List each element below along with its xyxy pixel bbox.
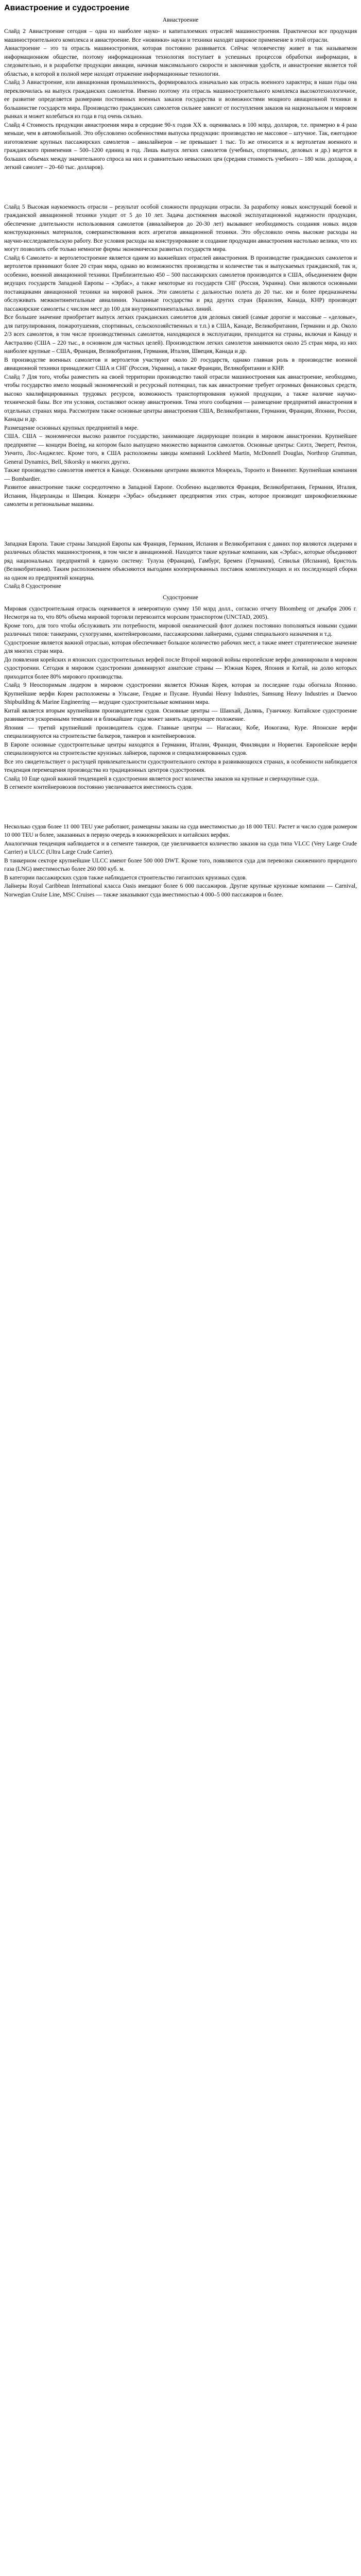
paragraph: Слайд 6 Самолето- и вертолетостроение является одним из важнейших отраслей авиастроения. В производстве гражданских самолетов и вертолетов принимают более 20 стран мира, однако во возможностях производства и количестве так и выпускаемых гражданской, так и, особенно, военной авиационной техники. Приблизительно 450 – 500 пассажирских самолетов производится в США, объединением фирм ведущих государств Западной Европы – «Эрбас», а также некоторые из государств СНГ (Россия, Украина). Они являются основными поставщиками авиационной техники на мировой рынок. Эти самолеты с дальностью полета до 20 тыс. км и более предназначены обслуживать межконтинентальные авиалинии. Указанные государства и ряд других стран (Бразилия, Канада, КНР) производят пассажирские самолеты с числом мест до 100 для внутриконтинентальных линий.: [4, 255, 357, 312]
paragraph: Слайд 8 Судостроение: [4, 583, 61, 589]
paragraph: Слайд 10 Еще одной важной тенденцией в судостроении является рост количества заказов на крупные и сверхкрупные суда.: [4, 775, 319, 782]
paragraph: Кроме того, для того чтобы обслуживать эти потребности, мировой океанический флот должен постоянно пополняться новыми судами различных типов: танкерами, сухогрузами, контейнеровозами, пассажирскими лайнерами, судами специального назначения и т.д.: [4, 622, 357, 637]
paragraph: Мировая судостроительная отрасль оценивается в невероятную сумму 150 млрд долл., согласно отчету Bloomberg от декабря 2006 г. Несмотря на то, что 80% объема мировой торговли перевозится морским транспортом (UNCTAD, 2005).: [4, 605, 357, 620]
paragraph: В сегменте контейнеровозов постоянно увеличивается вместимость судов.: [4, 784, 193, 790]
paragraph: В категории пассажирских судов также наблюдается строительство гигантских круизных судов.: [4, 874, 247, 881]
paragraph: США. США – экономически высоко развитое государство, занимающее лидирующие позиции в мировом авиастроении. Крупнейшее предприятие — концерн Boeing, на котором было выпущено множество вариантов самолетов. Основные центры: Сиэтл, Эверетт, Рентон, Уичито, Лос-Анджелес. Кроме того, в США расположены заводы компаний Lockheed Martin, McDonnell Douglas, Northrop Grumman, General Dynamics, Bell, Sikorsky и многих других.: [4, 433, 357, 465]
section-heading: Авиастроение: [162, 17, 199, 23]
section-western-europe: [4, 540, 357, 591]
paragraph: Развитое авиастроение также сосредоточено в Западной Европе. Особенно выделяются Франция, Великобритания, Германия, Италия, Испания, Нидерланды и Швеция. Концерн «Эрбас» объединяет предприятия этих стран, которое производит широкофюзеляжные самолеты и региональные машины.: [4, 484, 357, 507]
section-aviation-continued: [4, 203, 357, 509]
paragraph: Размещение основных крупных предприятий в мире.: [4, 425, 139, 431]
paragraph: Слайд 5 Высокая наукоемкость отрасли – результат особой сложности продукции отрасли. За разработку новых конструкций боевой и гражданской авиационной техники уходит от 5 до 10 лет. Задача достижения высокой эксплуатационной надежности продукции, обеспечение длительности использования самолетов (авиалайнеров до 20-30 лет) вызывают необходимость создания новых видов конструкционных материалов, совершенствования всех агрегатов авиационной техники. Это обусловило очень высокие расходы на научно-исследовательскую работу. Все условия расходы на конструирование и создание продукции авиастроения настолько велики, что их могут позволить себе только немногие фирмы экономически развитых государств мира.: [4, 204, 357, 252]
paragraph: Судостроение является важной отраслью, которая обеспечивает большое количество рабочих мест, а также имеет стратегическое значение для многих стран мира.: [4, 639, 357, 654]
paragraph: Все это свидетельствует о растущей привлекательности судостроительного сектора в развивающихся странах, в особенности наблюдается тенденция перемещения производства из традиционных центров судостроения.: [4, 758, 357, 773]
paragraph: Китай является вторым крупнейшим производителем судов. Основные центры — Шанхай, Далянь, Гуанчжоу. Китайское судостроение развивается ускоренными темпами и в ближайшие годы может занять лидирующее положение.: [4, 707, 357, 722]
paragraph: Слайд 7 Для того, чтобы разместить на своей территории производство такой отрасли машиностроения как авиастроение, необходимо, чтобы государство имело мощный экономический и ресурсный потенциал, так как авиастроение требует огромных финансовых средств, высоко квалифицированных трудовых ресурсов, возможность транспортирования нужной продукции, а также наличие научно-технической базы. Все эти условия, составляют основу авиастроения. Тема этого сообщения — размещение предприятий авиастроения в отдельных странах мира. Рассмотрим также основные центры авиастроения США, Великобритании, Германии, Франции, Японии, России, Канады и др.: [4, 374, 357, 422]
section-aviation: [4, 16, 357, 172]
paragraph: Западная Европа. Такие страны Западной Европы как Франция, Германия, Испания и Великобритания с давних пор являются лидерами в различных областях машиностроения, в том числе в авиационной. Находятся такие крупные компании, как «Эрбас», которые объединяют ряд национальных предприятий в единую систему: Тулуза (Франция), Гамбург, Бремен (Германия), Севилья (Испания), Бристоль (Великобритания). Таким расположением объясняются выгодами кооперированных поставок комплектующих и их последующей сборки на одном из предприятий концерна.: [4, 540, 357, 581]
paragraph: Слайд 9 Неоспоримым лидером в мировом судостроении является Южная Корея, которая за последние годы обогнала Японию. Крупнейшие верфи Кореи расположены в Ульсане, Геодже и Пусане. Hyundai Heavy Industries, Samsung Heavy Industries и Daewoo Shipbuilding & Marine Engineering — ведущие судостроительные компании мира.: [4, 682, 357, 705]
section-heading: Судостроение: [163, 594, 198, 601]
section-shipbuilding: [4, 594, 357, 792]
paragraph: Япония — третий крупнейший производитель судов. Главные центры — Нагасаки, Кобе, Иокогама, Куре. Японские верфи специализируются на строительстве балкеров, танкеров и контейнеровозов.: [4, 724, 357, 739]
paragraph: Слайд 4 Стоимость продукции авиастроения мира в середине 90-х годов XX в. оценивалась в 100 млрд. долларов, т.е. примерно в 4 раза меньше, чем в автомобильной. Это обусловлено особенностями выпуска продукции: производство не массовое – штучное. Так, ежегодное изготовление крупных пассажирских самолетов – авиалайнеров – не превышает 1 тыс. То же относится и к вертолетам военного и гражданского применения – 500–1200 единиц в год. Лишь выпуск легких самолетов (учебных, спортивных, деловых и др.) ведется в больших объемах между значительного спроса на них и сравнительно невысоких цен (средняя стоимость учебного – 180 млн. долларов, а легкий самолет – 20–60 тыс. долларов).: [4, 122, 357, 171]
paragraph: В Европе основные судостроительные центры находятся в Германии, Италии, Франции, Финляндии и Норвегии. Европейские верфи специализируются на строительстве круизных лайнеров, паромов и специализированных судов.: [4, 741, 357, 756]
paragraph: Также производство самолетов имеется в Канаде. Основными центрами являются Монреаль, Торонто и Виннипег. Крупнейшая компания — Bombardier.: [4, 467, 357, 482]
paragraph: Авиастроение – это та отрасль машиностроения, которая постоянно развивается. Сейчас человечеству живет в так называемом информационном обществе, поэтому информационная технология поступает в успешных процессов обработки информации, в следовательно, и в разработке продукции авиации, начиная максимального скорости и закончивая удобств, и авиастроение является той областью, в которой в полной мере находят отражение информационные технологии.: [4, 45, 357, 77]
section-shipbuilding-continued: [4, 823, 357, 900]
paragraph: В производстве военных самолетов и вертолетов участвуют около 20 государств, однако главная роль в производстве военной авиационной техники принадлежит США и СНГ (Россия, Украина), а также Франции, Великобритании и КНР.: [4, 357, 357, 371]
paragraph: Лайнеры Royal Caribbean International класса Oasis вмещают более 6 000 пассажиров. Другие крупные круизные компании — Carnival, Norwegian Cruise Line, MSC Cruises — также заказывают суда вместимостью 4 000–5 000 пассажиров и более.: [4, 883, 357, 898]
paragraph: Слайд 3 Авиастроение, или авиационная промышленность, формировалось изначально как отрасль военного характера; в наши годы она переключилась на выпуск гражданских самолетов. Именно поэтому эта отрасль машиностроительного комплекса высокотехнологичное, ее развитие определяется размерами постоянных военных заказов государства и возможностями мощного авиационной техники в большинстве государств мира. Производство гражданских самолетов сильнее зависит от поступления заказов на национальном и мировом рынках и может колебаться из года в год очень сильно.: [4, 79, 357, 120]
paragraph: Слайд 2 Авиастроение сегодня – одна из наиболее науко- и капиталоемких отраслей машиностроения. Практически все продукция машиностроительного комплекса и авиастроение. Все «новинки» науки и техники находят широкое применение в этой отрасли.: [4, 28, 357, 43]
paragraph: Все большее значение приобретает выпуск легких гражданских самолетов для деловых связей (самые дорогие и массовые – «деловые», для патрулирования, пожаротушения, спортивных, сельскохозяйственных и т.п.) в США, Канаде, Великобритании, Германии и др. Около 2/3 всех самолетов, в том числе производственных самолетов, находящихся в эксплуатации, приходится на страны, включая и Канаду и Австралию (США – 220 тыс., в основном для частных целей). Производством легких самолетов занимаются около 25 стран мира, из них наиболее крупные – США, Франция, Великобритания, Германия, Италия, Швеция, Канада и др.: [4, 314, 357, 354]
paragraph: Несколько судов более 11 000 TEU уже работают, размещены заказы на суда вместимостью до 18 000 TEU. Растет и число судов размером 10 000 TEU и более, заказанных в первую очередь в южнокорейских и китайских верфях.: [4, 823, 357, 838]
paragraph: До появления корейских и японских судостроительных верфей после Второй мировой войны европейские верфи доминировали в мировом судостроении. Сегодня в мировом судостроении доминируют азиатские страны — Южная Корея, Япония и Китай, на долю которых приходится более 80% мирового производства.: [4, 656, 357, 680]
document-title: Авиастроение и судостроение: [4, 4, 130, 12]
paragraph: Аналогичная тенденция наблюдается и в сегменте танкеров, где увеличивается количество заказов на суда типа VLCC (Very Large Crude Carrier) и ULCC (Ultra Large Crude Carrier).: [4, 840, 357, 855]
paragraph: В танкерном секторе крупнейшие ULCC имеют более 500 000 DWT. Кроме того, появляются суда для перевозки сжиженного природного газа (LNG) вместимостью более 260 000 куб. м.: [4, 857, 357, 872]
document-page: [0, 0, 361, 909]
